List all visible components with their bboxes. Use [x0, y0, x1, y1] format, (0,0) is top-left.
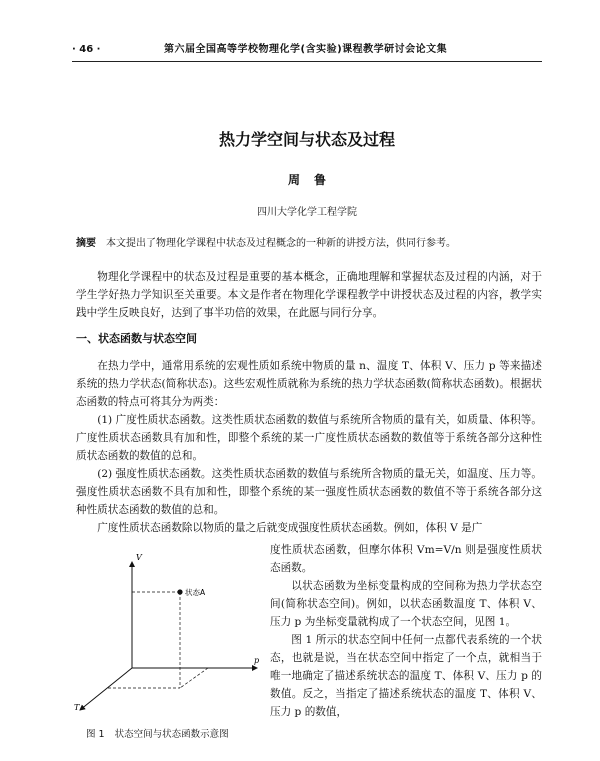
state-point-label: 状态A: [185, 588, 206, 597]
intro-text: 物理化学课程中的状态及过程是重要的基本概念，正确地理解和掌握状态及过程的内涵，对于学生学好热力学知识至关重要。本文是作者在物理化学课程教学中讲授状态及过程的内容，教学实践中学生反映良好，达到了事半功倍的效果，在此愿与同行分享。: [76, 271, 542, 319]
v-axis-label: V: [136, 553, 142, 562]
figure-number: 图 1: [86, 729, 105, 740]
paragraph-intensive: (2) 强度性质状态函数。这类性质状态函数的数值与系统所含物质的量无关，如温度、压力等。强度性质状态函数不具有加和性，即整个系统的某一强度性质状态函数的数值不等于系统各部分这种性质状态函数的数值的总和。: [76, 468, 542, 516]
side-paragraph-3: 图 1 所示的状态空间中任何一点都代表系统的一个状态，也就是说，当在状态空间中指定了一个点，就相当于唯一地确定了描述系统状态的温度 T、体积 V、压力 p 的数值。反之，当指定了描述系统状态的温度 T、体积 V、压力 p 的数值，: [270, 634, 542, 718]
section-body: [76, 357, 542, 537]
state-point-a: [177, 589, 182, 594]
paragraph-state-functions: 在热力学中，通常用系统的宏观性质如系统中物质的量 n、温度 T、体积 V、压力 p 等来描述系统的热力学状态(简称状态)。这些宏观性质就称为系统的热力学状态函数(简称状态函数)。根据状态函数的特点可将其分为两类：: [76, 360, 542, 408]
figure-caption-text: 状态空间与状态函数示意图: [114, 729, 229, 740]
running-header: [72, 42, 542, 58]
section-heading: 一、状态函数与状态空间: [76, 332, 197, 345]
state-space-diagram: [72, 540, 268, 725]
p-axis-label: p: [254, 656, 260, 665]
paragraph-extensive: (1) 广度性质状态函数。这类性质状态函数的数值与系统所含物质的量有关，如质量、体积等。广度性质状态函数具有加和性，即整个系统的某一广度性质状态函数的数值等于系统各部分这种性质状态函数的数值的总和。: [76, 414, 542, 462]
t-axis: [80, 668, 132, 710]
page-number: · 46 ·: [72, 44, 101, 55]
abstract-label: 摘要: [76, 238, 96, 249]
figure-state-space: [72, 540, 268, 740]
side-paragraph-2: 以状态函数为坐标变量构成的空间称为热力学状态空间(简称状态空间)。例如，以状态函数温度 T、体积 V、压力 p 为坐标变量就构成了一个状态空间，见图 1。: [270, 580, 542, 628]
side-paragraph-1: 度性质状态函数，但摩尔体积 Vm=V/n 则是强度性质状态函数。: [270, 544, 542, 574]
abstract: [76, 236, 542, 252]
t-axis-label: T: [74, 703, 80, 712]
intro-paragraph: [76, 268, 542, 322]
journal-title: 第六届全国高等学校物理化学(含实验)课程教学研讨会论文集: [164, 44, 448, 55]
paragraph-conversion: 广度性质状态函数除以物质的量之后就变成强度性质状态函数。例如，体积 V 是广: [97, 522, 483, 534]
guide-base-t: [180, 668, 208, 688]
abstract-text: 本文提出了物理化学课程中状态及过程概念的一种新的讲授方法，供同行参考。: [106, 238, 456, 249]
author-affiliation: 四川大学化学工程学院: [257, 207, 357, 218]
article-title: 热力学空间与状态及过程: [218, 130, 395, 149]
author-name: 周鲁: [287, 173, 340, 187]
figure-side-text: [270, 541, 542, 721]
header-rule: [72, 61, 542, 62]
figure-caption: [86, 726, 266, 740]
